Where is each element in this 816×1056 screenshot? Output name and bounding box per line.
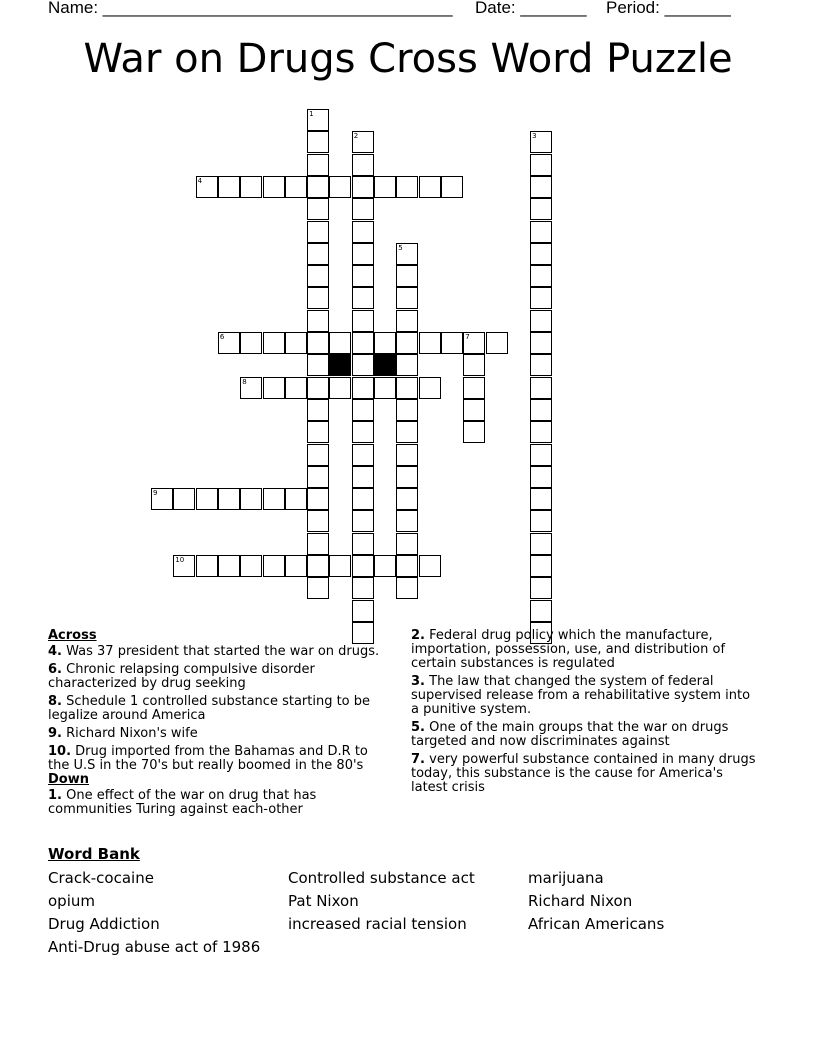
crossword-cell[interactable] [263, 488, 285, 510]
crossword-cell[interactable] [307, 109, 329, 131]
clue-number: 6 [219, 333, 225, 341]
crossword-cell[interactable] [307, 555, 329, 577]
crossword-cell[interactable] [441, 176, 463, 198]
crossword-cell[interactable] [307, 332, 329, 354]
crossword-cell[interactable] [285, 555, 307, 577]
crossword-cell[interactable] [240, 555, 262, 577]
crossword-cell[interactable] [530, 176, 552, 198]
crossword-cell[interactable] [530, 577, 552, 599]
clue-number: 7 [465, 333, 470, 341]
word-bank-item: Controlled substance act [288, 869, 475, 887]
crossword-cell[interactable] [374, 377, 396, 399]
crossword-cell[interactable] [352, 131, 374, 153]
blocked-cell [329, 354, 351, 376]
crossword-cell[interactable] [419, 332, 441, 354]
crossword-cell[interactable] [307, 577, 329, 599]
clue-number: 9 [153, 489, 158, 498]
crossword-cell[interactable] [374, 332, 396, 354]
crossword-cell[interactable] [307, 310, 329, 332]
word-bank-item: Anti-Drug abuse act of 1986 [48, 938, 261, 956]
crossword-cell[interactable] [396, 287, 418, 309]
crossword-cell[interactable] [352, 354, 374, 376]
word-bank-item: African Americans [528, 915, 665, 933]
crossword-cell[interactable] [240, 176, 262, 198]
crossword-cell[interactable] [307, 377, 329, 399]
crossword-cell[interactable] [352, 577, 374, 599]
crossword-cell[interactable] [352, 377, 374, 399]
clue-number: 5 [398, 243, 403, 252]
crossword-cell[interactable] [352, 533, 374, 555]
crossword-cell[interactable] [329, 377, 351, 399]
crossword-cell[interactable] [196, 488, 218, 510]
down-clue: 7. very powerful substance contained in many drugs today, this substance is the cause for America's latest crisis [411, 752, 756, 795]
crossword-cell[interactable] [396, 243, 418, 265]
crossword-cell[interactable] [218, 332, 240, 354]
crossword-cell[interactable] [218, 555, 240, 577]
crossword-cell[interactable] [530, 310, 552, 332]
crossword-cell[interactable] [530, 243, 552, 265]
crossword-cell[interactable] [285, 176, 307, 198]
crossword-cell[interactable] [530, 444, 552, 466]
crossword-cell[interactable] [396, 444, 418, 466]
crossword-cell[interactable] [285, 377, 307, 399]
crossword-cell[interactable] [352, 243, 374, 265]
crossword-cell[interactable] [396, 555, 418, 577]
down-heading: Down [48, 772, 89, 787]
crossword-cell[interactable] [396, 421, 418, 443]
crossword-cell[interactable] [352, 310, 374, 332]
crossword-cell[interactable] [263, 555, 285, 577]
crossword-cell[interactable] [530, 555, 552, 577]
crossword-cell[interactable] [329, 176, 351, 198]
crossword-cell[interactable] [307, 243, 329, 265]
crossword-cell[interactable] [396, 533, 418, 555]
down-clue: 5. One of the main groups that the war on drugs targeted and now discriminates against [411, 720, 729, 749]
clues-left-column [48, 629, 393, 821]
crossword-cell[interactable] [173, 488, 195, 510]
crossword-cell[interactable] [307, 176, 329, 198]
crossword-cell[interactable] [307, 488, 329, 510]
down-clue: 2. Federal drug policy which the manufacture, importation, possession, use, and distribution of certain substances is regulated [411, 628, 726, 671]
crossword-cell[interactable] [173, 555, 195, 577]
crossword-cell[interactable] [307, 198, 329, 220]
crossword-cell[interactable] [530, 198, 552, 220]
word-bank-item: marijuana [528, 869, 604, 887]
word-bank-item: Crack-cocaine [48, 869, 154, 887]
crossword-cell[interactable] [352, 154, 374, 176]
period-field[interactable]: Period: _______ [606, 0, 731, 17]
across-clue: 4. Was 37 president that started the war on drugs. [48, 644, 380, 659]
crossword-cell[interactable] [307, 354, 329, 376]
across-clue: 10. Drug imported from the Bahamas and D.R to the U.S in the 70's but really boomed in the 80's [48, 744, 368, 773]
crossword-cell[interactable] [307, 154, 329, 176]
word-bank-item: Pat Nixon [288, 892, 359, 910]
crossword-cell[interactable] [530, 421, 552, 443]
crossword-cell[interactable] [263, 332, 285, 354]
crossword-cell[interactable] [352, 399, 374, 421]
crossword-cell[interactable] [352, 287, 374, 309]
word-bank-item: Richard Nixon [528, 892, 633, 910]
blocked-cell [374, 354, 396, 376]
crossword-cell[interactable] [463, 332, 485, 354]
crossword-cell[interactable] [352, 221, 374, 243]
crossword-cell[interactable] [530, 131, 552, 153]
clue-number: 10 [175, 556, 185, 564]
crossword-cell[interactable] [419, 555, 441, 577]
crossword-cell[interactable] [307, 421, 329, 443]
crossword-cell[interactable] [263, 176, 285, 198]
crossword-cell[interactable] [463, 421, 485, 443]
clue-number: 3 [532, 132, 537, 141]
crossword-cell[interactable] [307, 533, 329, 555]
crossword-cell[interactable] [396, 466, 418, 488]
word-bank-heading: Word Bank [48, 845, 140, 863]
crossword-cell[interactable] [419, 176, 441, 198]
crossword-cell[interactable] [374, 555, 396, 577]
crossword-cell[interactable] [530, 354, 552, 376]
crossword-cell[interactable] [463, 399, 485, 421]
crossword-cell[interactable] [530, 154, 552, 176]
crossword-cell[interactable] [307, 466, 329, 488]
crossword-cell[interactable] [530, 510, 552, 532]
crossword-cell[interactable] [352, 488, 374, 510]
crossword-cell[interactable] [352, 444, 374, 466]
crossword-cell[interactable] [307, 265, 329, 287]
crossword-cell[interactable] [307, 131, 329, 153]
crossword-cell[interactable] [352, 332, 374, 354]
clue-number: 2 [353, 132, 359, 141]
crossword-cell[interactable] [486, 332, 508, 354]
puzzle-title: War on Drugs Cross Word Puzzle [83, 36, 733, 82]
crossword-cell[interactable] [307, 287, 329, 309]
crossword-cell[interactable] [463, 377, 485, 399]
crossword-cell[interactable] [352, 421, 374, 443]
crossword-cell[interactable] [307, 221, 329, 243]
crossword-cell[interactable] [530, 466, 552, 488]
crossword-cell[interactable] [530, 488, 552, 510]
across-heading: Across [48, 628, 97, 643]
date-field[interactable]: Date: _______ [475, 0, 587, 17]
crossword-cell[interactable] [151, 488, 173, 510]
down-clue: 3. The law that changed the system of federal supervised release from a rehabilitative system into a punitive system. [411, 674, 751, 717]
crossword-cell[interactable] [396, 377, 418, 399]
crossword-cell[interactable] [352, 198, 374, 220]
crossword-cell[interactable] [441, 332, 463, 354]
crossword-cell[interactable] [307, 510, 329, 532]
word-bank-item: Drug Addiction [48, 915, 160, 933]
crossword-cell[interactable] [352, 510, 374, 532]
crossword-cell[interactable] [396, 577, 418, 599]
crossword-cell[interactable] [396, 265, 418, 287]
crossword-cell[interactable] [285, 332, 307, 354]
crossword-cell[interactable] [374, 176, 396, 198]
crossword-cell[interactable] [240, 332, 262, 354]
crossword-cell[interactable] [218, 176, 240, 198]
crossword-cell[interactable] [196, 176, 218, 198]
crossword-cell[interactable] [530, 332, 552, 354]
crossword-cell[interactable] [530, 600, 552, 622]
clue-number: 8 [242, 377, 247, 386]
crossword-cell[interactable] [240, 488, 262, 510]
crossword-cell[interactable] [352, 265, 374, 287]
word-bank-item: opium [48, 892, 95, 910]
word-bank-item: increased racial tension [288, 915, 467, 933]
across-clue: 8. Schedule 1 controlled substance starting to be legalize around America [48, 694, 371, 723]
crossword-cell[interactable] [396, 399, 418, 421]
crossword-cell[interactable] [396, 488, 418, 510]
crossword-cell[interactable] [396, 310, 418, 332]
crossword-cell[interactable] [218, 488, 240, 510]
crossword-cell[interactable] [463, 354, 485, 376]
crossword-cell[interactable] [329, 555, 351, 577]
name-field[interactable]: Name: _____________________________________ [48, 0, 453, 17]
crossword-cell[interactable] [352, 555, 374, 577]
crossword-cell[interactable] [285, 488, 307, 510]
crossword-cell[interactable] [419, 377, 441, 399]
crossword-cell[interactable] [329, 332, 351, 354]
crossword-cell[interactable] [196, 555, 218, 577]
word-bank [48, 845, 788, 956]
crossword-cell[interactable] [352, 600, 374, 622]
crossword-cell[interactable] [530, 399, 552, 421]
crossword-cell[interactable] [530, 533, 552, 555]
clue-number: 4 [197, 176, 203, 185]
crossword-cell[interactable] [530, 221, 552, 243]
crossword-cell[interactable] [307, 444, 329, 466]
clues-right-column [411, 629, 756, 799]
crossword-cell[interactable] [396, 176, 418, 198]
across-clue: 6. Chronic relapsing compulsive disorder characterized by drug seeking [48, 662, 315, 691]
crossword-cell[interactable] [263, 377, 285, 399]
crossword-cell[interactable] [352, 466, 374, 488]
crossword-cell[interactable] [396, 354, 418, 376]
crossword-cell[interactable] [352, 176, 374, 198]
crossword-cell[interactable] [396, 510, 418, 532]
crossword-cell[interactable] [240, 377, 262, 399]
crossword-cell[interactable] [396, 332, 418, 354]
crossword-cell[interactable] [530, 377, 552, 399]
crossword-cell[interactable] [530, 265, 552, 287]
clue-number: 1 [309, 110, 314, 118]
crossword-cell[interactable] [307, 399, 329, 421]
crossword-cell[interactable] [530, 287, 552, 309]
down-clue: 1. One effect of the war on drug that has communities Turing against each-other [48, 788, 317, 817]
across-clue: 9. Richard Nixon's wife [48, 726, 198, 741]
